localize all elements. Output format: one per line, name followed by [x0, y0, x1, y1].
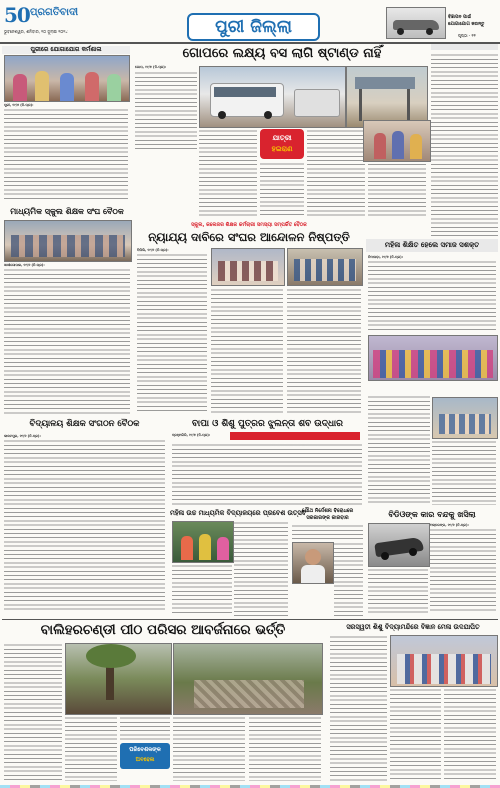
article-2-badge-line1: ଯାତ୍ରୀ [272, 134, 292, 142]
article-4-body-col3 [287, 288, 361, 413]
article-4-photo-1 [211, 248, 285, 286]
article-8-headline: ଯୌଥ ନିର୍ଦ୍ଦେଶନା ବିରୋଧରେ ସରକାରଙ୍କ କାରବାର [301, 508, 354, 521]
article-3-byline: ସାଖୀଗୋପାଳ, ୧୯/୭ (ନି.ପ୍ର): [4, 263, 45, 267]
article-12-body-col2 [390, 688, 441, 781]
article-3-photo [4, 220, 132, 262]
article-2-stand-photo [346, 66, 428, 128]
article-2-body-col2 [199, 129, 257, 217]
article-12-headline: ସରସ୍ୱତୀ ଶିଶୁ ବିଦ୍ୟାମନ୍ଦିରେ ବିଜ୍ଞାନ ମେଳା ଉଦଯାପିତ [346, 623, 480, 631]
anniversary-number: 50 [4, 3, 30, 27]
article-1-body [4, 108, 128, 202]
article-4-headline: ନ୍ୟାଯ୍ୟ ଦାବିରେ ସଂଘର ଆନ୍ଦୋଳନ ନିଷ୍ପତ୍ତି [148, 230, 350, 244]
article-11 [2, 621, 324, 785]
article-10-body-2 [430, 528, 496, 613]
article-6-headline: ବିଦ୍ୟାଳୟ ଶିକ୍ଷକ ସଂଗଠନ ବୈଠକ [29, 419, 140, 429]
page-number: ପୃଷ୍ଠା - ୧୧ [458, 33, 476, 38]
article-3 [2, 206, 132, 416]
article-8-photo [292, 542, 334, 584]
article-11-badge-line2: ଅବହେଳା [135, 757, 155, 763]
article-11-body-col2 [65, 716, 117, 781]
article-10-headline: ବିଡିଓଙ୍କ କାର ବନ୍ଦକୁ ଖସିଲା [388, 510, 476, 519]
article-11-photo-1 [65, 643, 172, 715]
right-column-photo [363, 120, 431, 162]
article-4-body-col1 [137, 253, 207, 413]
article-1 [2, 44, 130, 204]
article-5-photo [368, 335, 498, 381]
ad-text-2: ଯୋଗାଯୋଗ କରନ୍ତୁ [448, 22, 485, 27]
article-9-body-2 [172, 564, 232, 616]
paper-name: ପ୍ରଗତିବାଦୀ [30, 7, 79, 18]
article-10-body-3 [368, 568, 428, 613]
article-12 [328, 621, 498, 785]
article-5-body [368, 260, 496, 330]
section-title-box [187, 13, 320, 41]
article-9 [170, 508, 307, 618]
article-5-byline: ନିମାପଡ଼ା, ୧୯/୭ (ନି.ପ୍ର): [368, 255, 404, 259]
article-4-body-col2 [211, 288, 283, 413]
article-11-badge [120, 743, 170, 769]
article-3-headline: ମାଧ୍ୟମିକ ସ୍କୁଲ ଶିକ୍ଷକ ସଂଘ ବୈଠକ [10, 207, 124, 216]
article-7-byline: ବ୍ରହ୍ମଗିରି, ୧୯/୭ (ନି.ପ୍ର): [172, 433, 211, 437]
article-9-headline: ମହିଳା ଉଚ୍ଚ ମାଧ୍ୟମିକ ବିଦ୍ୟାଳୟରେ ପ୍ରବେଶ ଉତ୍ସବ [170, 509, 307, 517]
article-1-byline: ପୁରୀ, ୧୯/୭ (ନି.ପ୍ର): [4, 103, 34, 107]
article-8 [290, 508, 365, 618]
article-7 [170, 418, 365, 508]
article-6-byline: କାକଟପୁର, ୧୯/୭ (ନି.ପ୍ର): [4, 434, 41, 438]
article-10-photo-1 [432, 397, 498, 439]
article-7-kicker [230, 432, 360, 440]
article-9-photo [172, 521, 234, 563]
article-10-car-photo [368, 523, 430, 567]
article-7-body [172, 443, 362, 506]
article-11-headline: ବାଲିହରଚଣ୍ଡୀ ପୀଠ ପରିସର ଆବର୍ଜନାରେ ଭର୍ତ୍ତି [40, 622, 286, 638]
article-11-body-col4 [173, 716, 245, 781]
article-11-body-col3 [120, 716, 170, 741]
article-2-badge-line2: ହଇରାଣ [271, 145, 293, 153]
article-4-byline: ପିପିଲି, ୧୯/୭ (ନି.ପ୍ର): [137, 248, 169, 252]
article-10-body-1 [432, 440, 496, 505]
article-5-headline-box [366, 239, 498, 252]
article-11-photo-2 [173, 643, 323, 715]
article-11-badge-line1: ପରିବେଶକଙ୍କ [129, 747, 161, 753]
masthead [0, 0, 500, 44]
article-1-photo [4, 55, 130, 102]
date-line: ଭୁବନେଶ୍ୱର, ଶନିବାର, ୨୦ ଜୁଲାଇ ୨୦୨୪ [4, 29, 68, 34]
article-1-headline: ପୁରୀରେ ଯୋଗାଯୋଗ କର୍ମଶାଳା [2, 46, 130, 54]
article-2-headline: ଗୋପରେ ଲକ୍ଷ୍ୟ ବସ ଲାଗି ଷ୍ଟାଣ୍ଡ ନାହିଁ [182, 46, 382, 61]
article-2-body-col1 [135, 71, 197, 149]
section-title: ପୁରୀ ଜିଲ୍ଲା [215, 17, 292, 37]
article-12-photo [390, 635, 498, 687]
article-6 [2, 418, 167, 613]
article-2-badge [260, 129, 304, 159]
article-10 [366, 395, 498, 617]
article-9-body-1 [234, 521, 288, 616]
article-10-pre-body [368, 395, 430, 505]
article-2-bus-photo [199, 66, 346, 128]
article-4 [135, 222, 363, 417]
article-8-body-2 [334, 542, 363, 616]
article-11-body-col5 [249, 716, 321, 781]
car-ad-image [386, 7, 446, 39]
article-11-body-col1 [4, 643, 62, 781]
article-8-body [292, 524, 363, 540]
article-5 [366, 239, 498, 389]
article-2-byline: ଗୋପ, ୧୯/୭ (ନି.ପ୍ର): [135, 65, 167, 69]
anniversary-logo [4, 3, 30, 25]
article-7-headline: ବାପା ଓ ଶିଶୁ ପୁତ୍ରର ଝୁଲନ୍ତା ଶବ ଉଦ୍ଧାର [192, 419, 343, 429]
article-5-headline: ମହିଳା ଶିକ୍ଷିତ ହେଲେ ସମାଜ ସଶକ୍ତ [384, 241, 480, 249]
article-4-photo-2 [287, 248, 363, 286]
article-6-body [4, 439, 165, 611]
right-top-body [431, 53, 498, 238]
section-divider [2, 619, 498, 620]
article-2-body-col3 [260, 162, 304, 217]
article-10-byline: ଅସ୍ତରଙ୍ଗ, ୧୯/୭ (ନି.ପ୍ର): [430, 523, 469, 527]
right-top-headline [431, 44, 498, 50]
article-12-body-col3 [444, 688, 496, 781]
article-12-body-col1 [330, 635, 387, 781]
ad-text-1: ବିଜ୍ଞାପନ ପାଇଁ [448, 15, 472, 20]
article-4-kicker: ସ୍କୁଲ, କଲେଜର ଶିକ୍ଷକ କର୍ମଚାରୀ ସମସ୍ୟା ସମ୍ପର୍କିତ ବୈଠକ [191, 222, 307, 228]
article-2-body-col4 [307, 129, 365, 217]
right-column-top [431, 44, 498, 239]
article-3-body [4, 268, 130, 414]
